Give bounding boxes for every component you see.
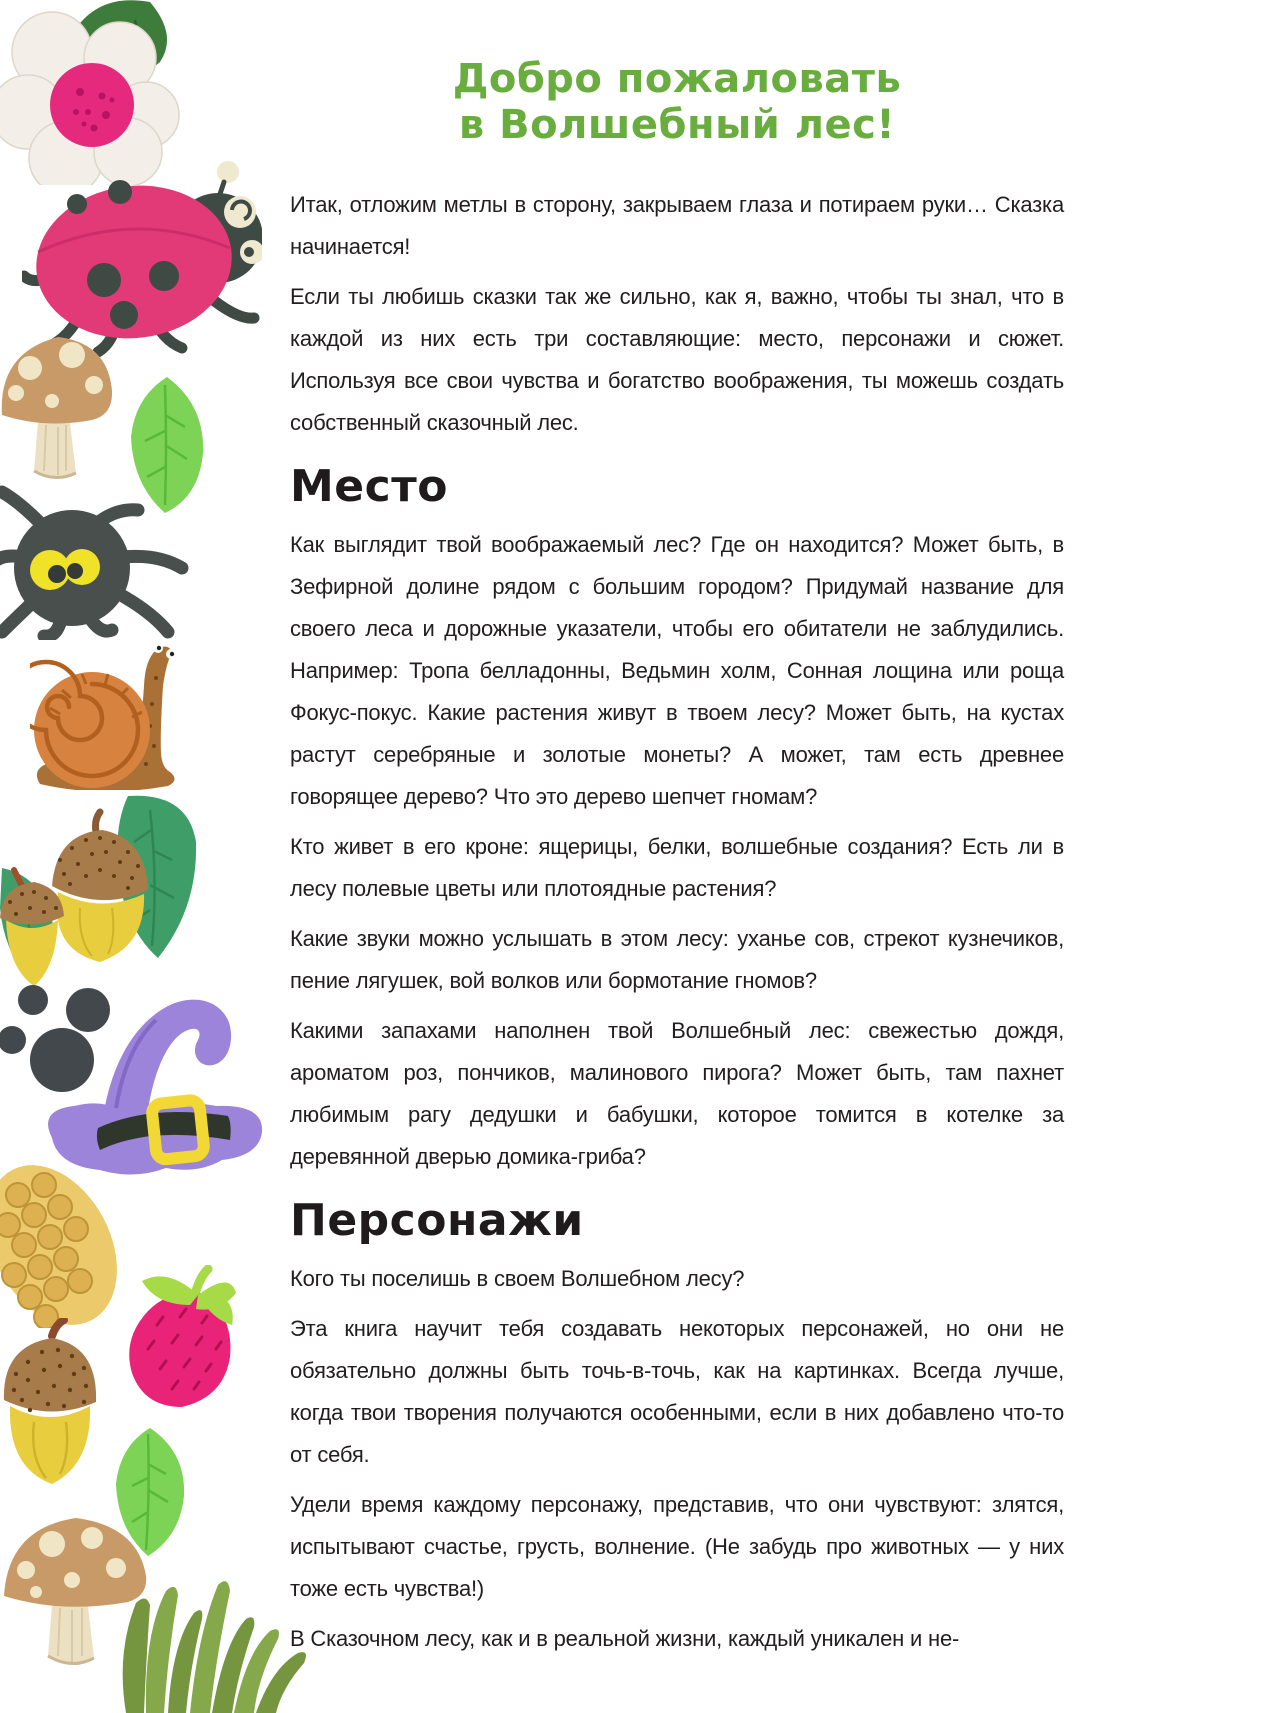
paragraph: Как выглядит твой воображаемый лес? Где он находится? Может быть, в Зефирной долине рядом с большим городом? Придумай название для своего леса и дорожные указатели, чтобы его обитатели не заблудились. Например: Тропа белладонны, Ведьмин холм, Сонная лощина или роща Фокус-покус. Какие растения живут в твоем лесу? Может быть, на кустах растут серебряные и золотые монеты? А может, там есть древнее говорящее дерево? Что это дерево шепчет гномам? [290, 532, 1064, 809]
strawberry-figure [112, 1265, 237, 1420]
section-heading-characters: Персонажи [290, 1195, 584, 1246]
paw-print-figure [0, 980, 115, 1092]
paragraph: Кого ты поселишь в своем Волшебном лесу? [290, 1266, 745, 1291]
page-title-line1: Добро пожаловать [452, 56, 902, 102]
paragraph-intro-1: Итак, отложим метлы в сторону, закрываем глаза и потираем руки… Сказка начинается! [290, 192, 1064, 259]
text-column [290, 0, 1064, 1668]
paragraph: Какими запахами наполнен твой Волшебный лес: свежестью дождя, ароматом роз, пончиков, малинового пирога? Может быть, там пахнет любимым рагу дедушки и бабушки, которое томится в котелке за деревянной дверью домика-гриба? [290, 1018, 1064, 1169]
witch-hat-figure [38, 988, 268, 1188]
page-title-line2: в Волшебный лес! [458, 102, 896, 148]
leaf-figure [115, 375, 210, 515]
snail-figure [30, 638, 200, 790]
paragraph: Какие звуки можно услышать в этом лесу: уханье сов, стрекот кузнечиков, пение лягушек, вой волков или бормотание гномов? [290, 926, 1064, 993]
honeycomb-figure [0, 1163, 130, 1328]
paragraph: Кто живет в его кроне: ящерицы, белки, волшебные создания? Есть ли в лесу полевые цветы или плотоядные растения? [290, 834, 1064, 901]
leaves-and-acorns-figure [0, 790, 200, 990]
section-heading-place: Место [290, 461, 448, 512]
paragraph: Удели время каждому персонажу, представив, что они чувствуют: злятся, испытывают счастье, грусть, волнение. (Не забудь про животных — у них тоже есть чувства!) [290, 1492, 1064, 1601]
acorn-figure [0, 1318, 100, 1493]
paragraph: В Сказочном лесу, как и в реальной жизни, каждый уникален и не- [290, 1626, 960, 1651]
flower-figure [0, 0, 180, 185]
ladybug-figure [22, 160, 262, 358]
leaf-figure [100, 1424, 195, 1559]
page-title [290, 56, 1064, 148]
mushroom-figure [0, 323, 115, 481]
mushroom-figure [0, 1504, 150, 1669]
paragraph-intro-2: Если ты любишь сказки так же сильно, как я, важно, чтобы ты знал, что в каждой из них есть три составляющие: место, персонажи и сюжет. Используя все свои чувства и богатство воображения, ты можешь создать собственный сказочный лес. [290, 284, 1064, 435]
paragraph: Эта книга научит тебя создавать некоторых персонажей, но они не обязательно должны быть точь-в-точь, как на картинках. Всегда лучше, когда твои творения получаются особенными, если в них добавлено что-то от себя. [290, 1316, 1064, 1467]
spider-figure [0, 480, 190, 640]
